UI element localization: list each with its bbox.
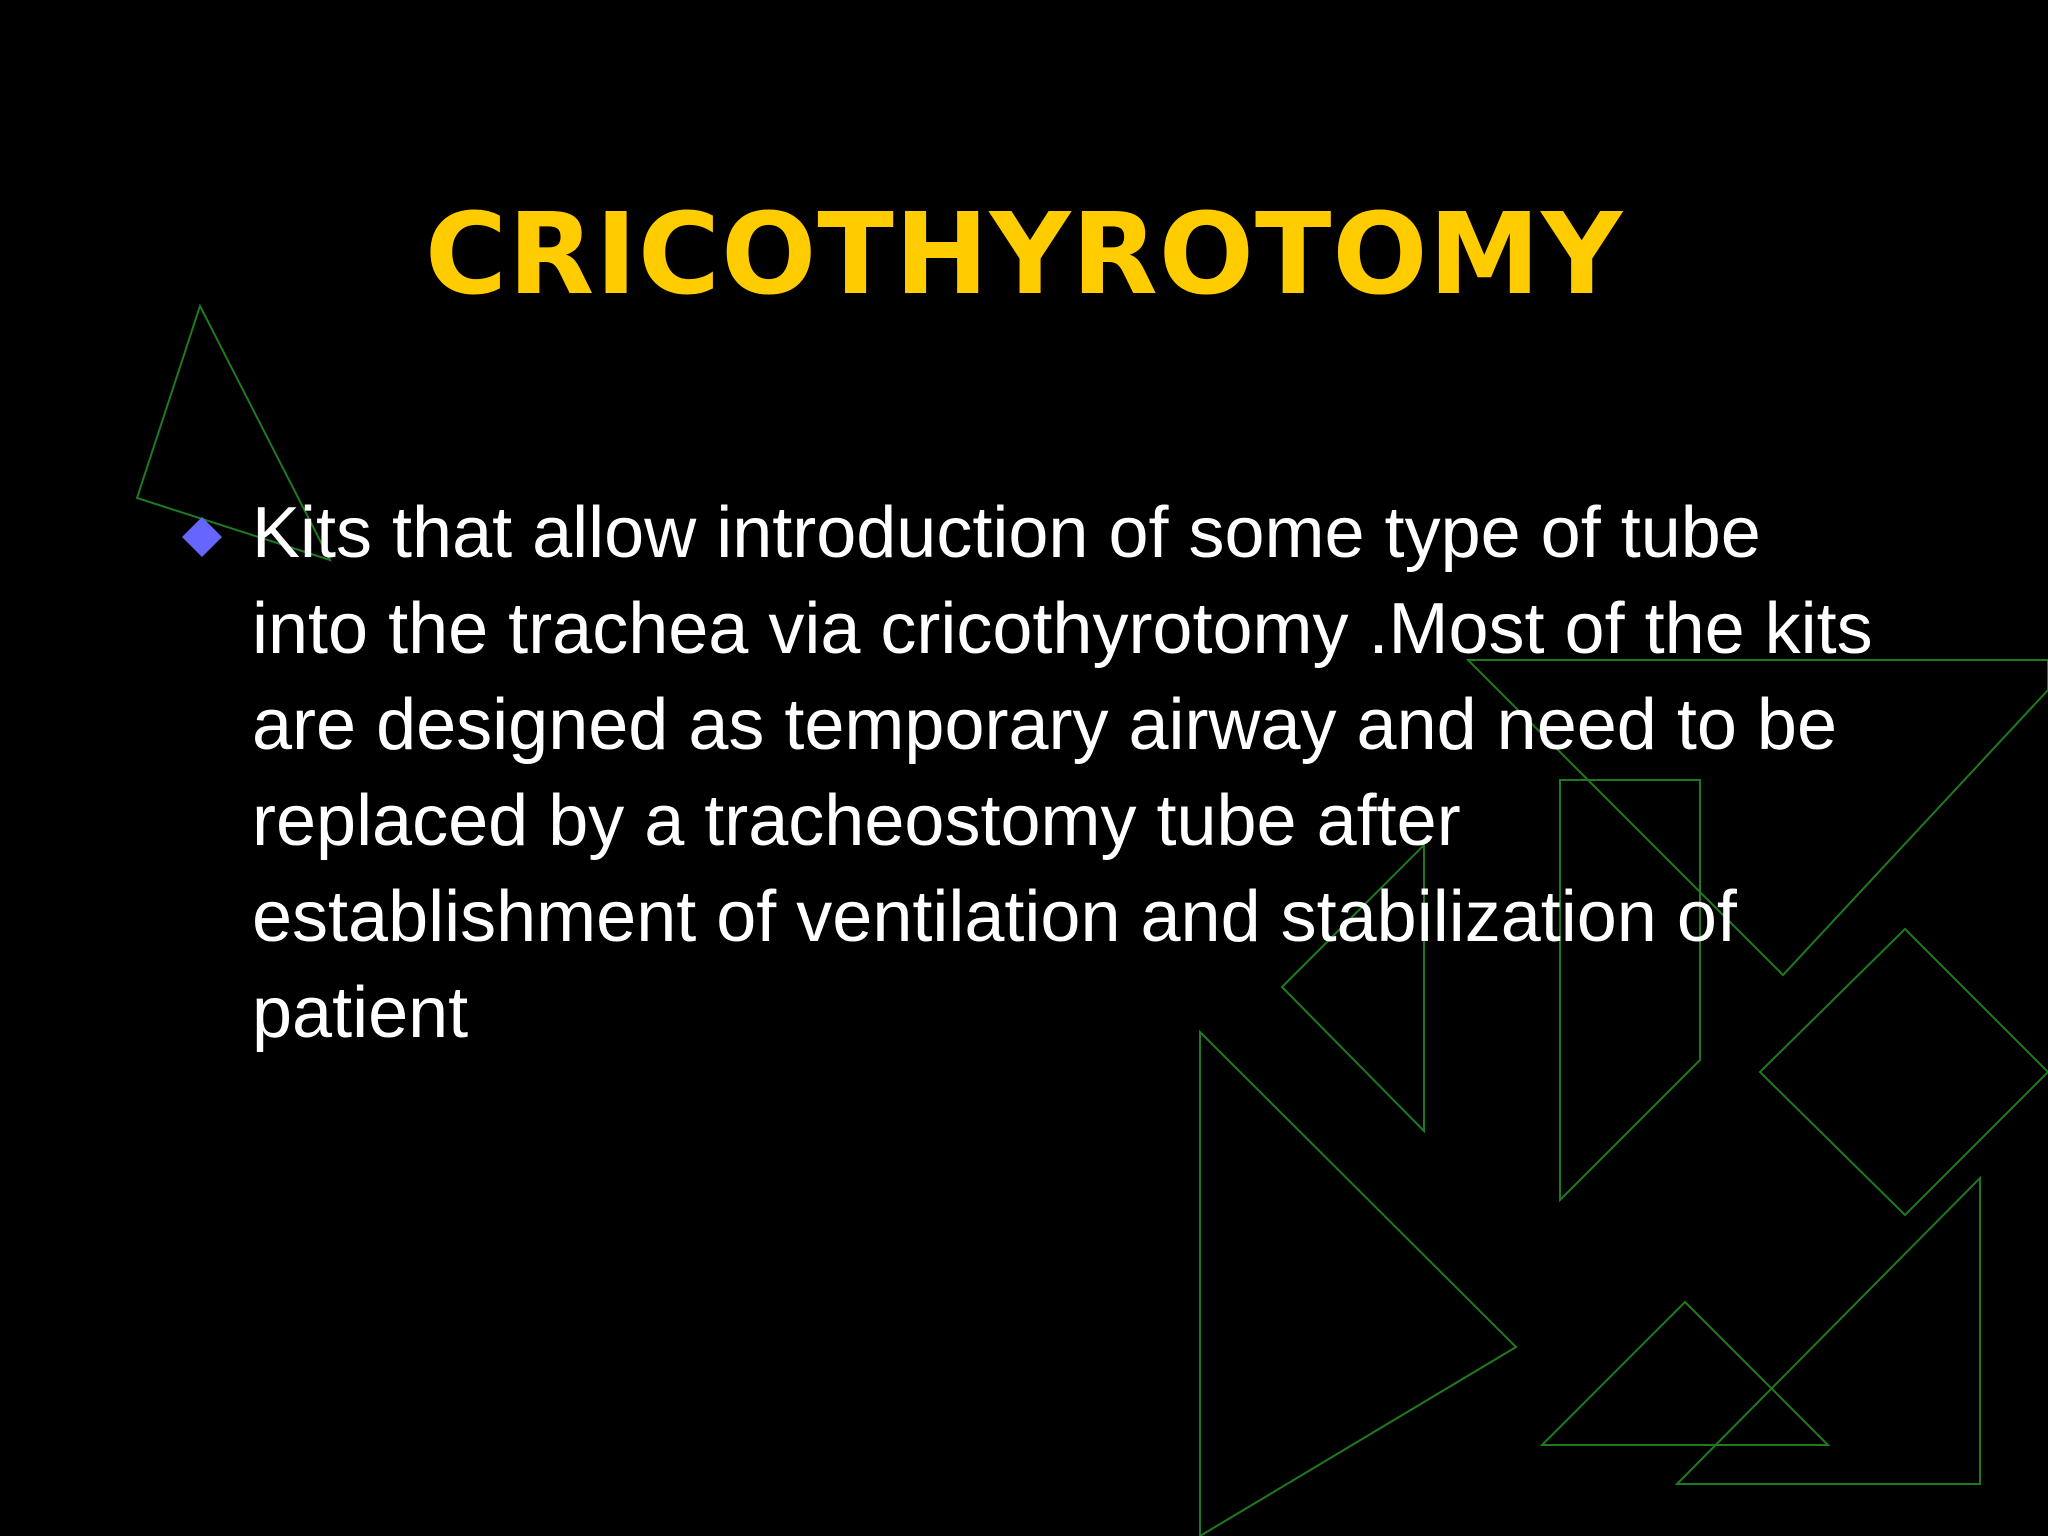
deco-triangle-large: [1200, 1032, 1516, 1536]
deco-triangle-bottom-b: [1677, 1178, 1980, 1484]
bullet-item: [180, 485, 1880, 1061]
diamond-bullet-icon: [180, 515, 224, 559]
slide-title: CRICOTHYROTOMY: [424, 190, 1624, 320]
bullet-list: [180, 485, 1880, 1061]
bullet-text: Kits that allow introduction of some type of tube into the trachea via cricothyrotomy .Most of the kits are designed as temporary airway and need to be replaced by a tracheostomy tube after establishment of ventilation and stabilization of patient: [252, 493, 1873, 1053]
